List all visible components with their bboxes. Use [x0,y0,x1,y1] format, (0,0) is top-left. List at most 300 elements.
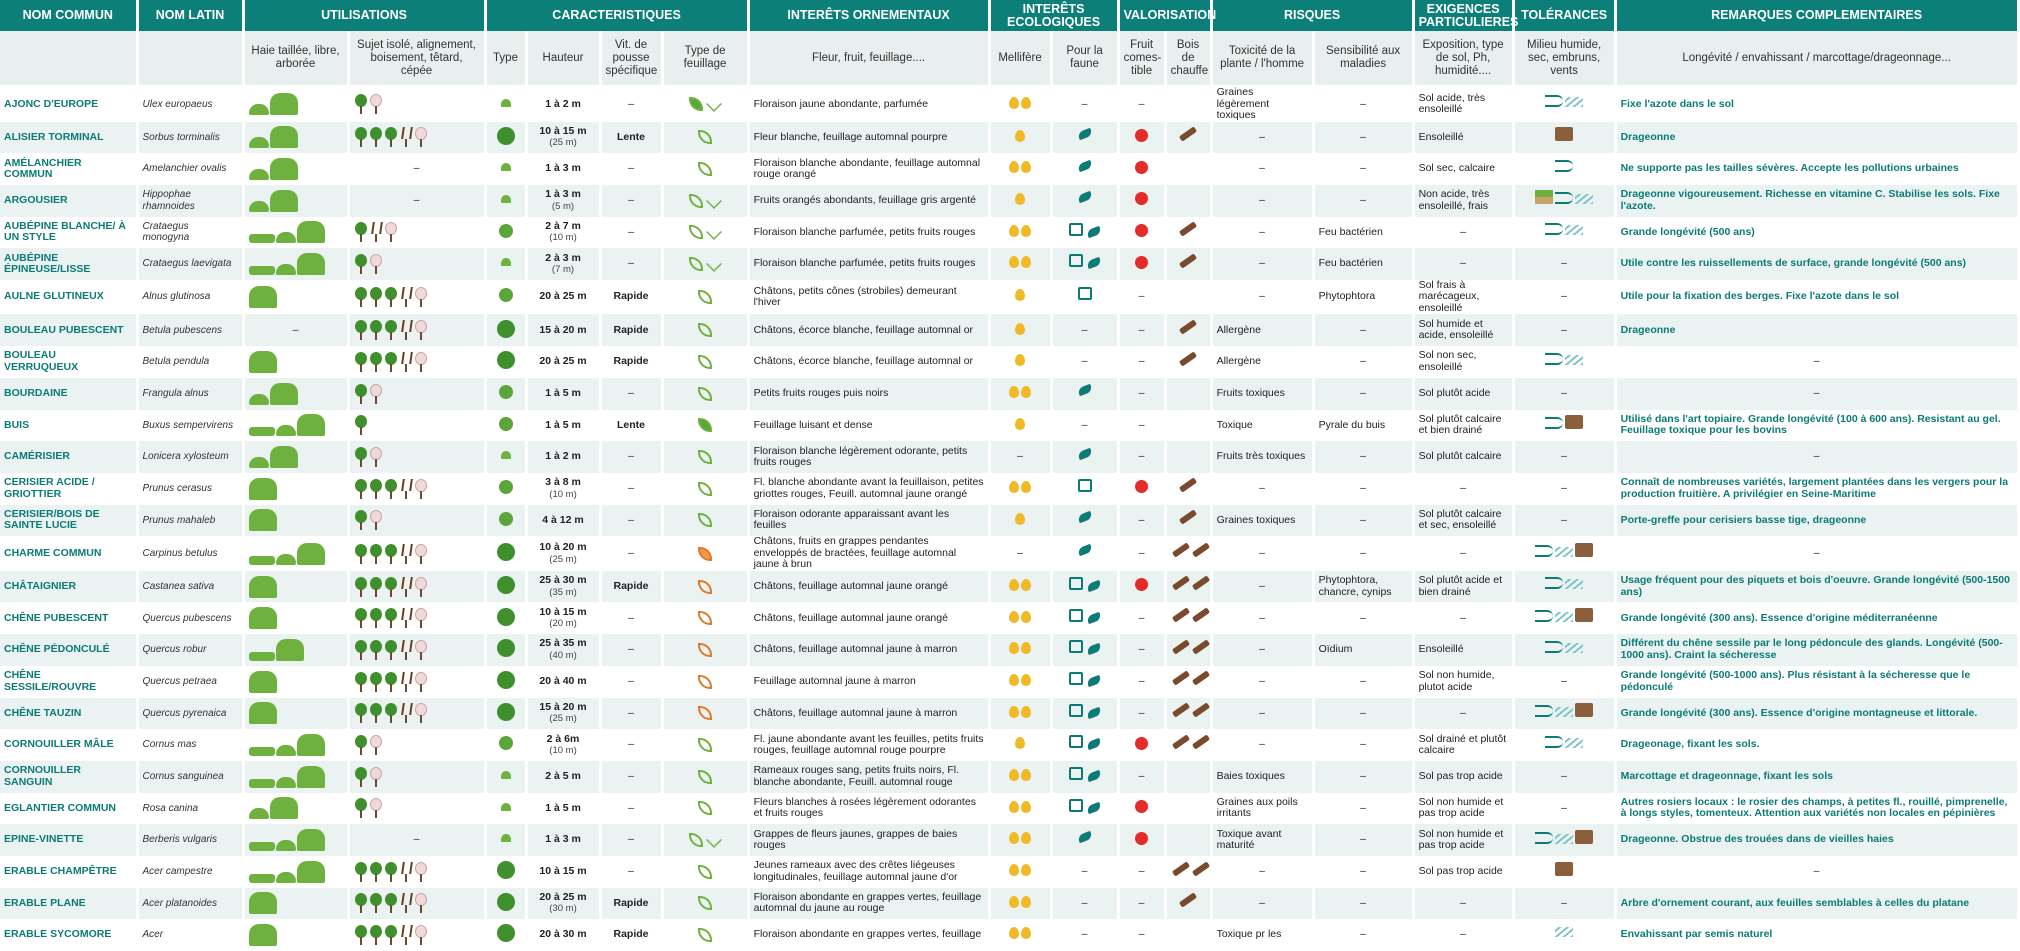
height-cell [526,280,600,315]
exposure-cell: Sol non sec, ensoleillé [1413,346,1513,378]
common-name-cell: EGLANTIER COMMUN [0,793,137,825]
table-row [0,122,2018,154]
hedge-tree-icon [270,126,298,148]
alignment-tree-icon [369,352,383,372]
firewood-cell [1165,888,1211,920]
sub-toxicite: Toxicité de la plante / l'homme [1211,31,1313,86]
hedge-use-cell [243,410,348,442]
height-cell [526,185,600,217]
type-cell [485,153,526,185]
height-max: (7 m) [551,264,575,276]
fauna-cell [1051,473,1118,505]
firewood-cell [1165,571,1211,603]
remarks-cell: Différent du chêne sessile par le long pédoncule des glands. Longévité (500-1000 ans). Craint la sécheresse [1615,634,2018,666]
shelter-icon [1069,577,1083,590]
height-cell [526,441,600,473]
toxicity-cell: – [1211,571,1313,603]
firewood-cell [1165,248,1211,280]
latin-name-cell: Sorbus torminalis [137,122,243,154]
pollard-tree-icon [399,544,413,564]
type-cell [485,473,526,505]
honey-drop-icon [1015,418,1025,430]
tolerance-cell [1513,346,1615,378]
wind-icon [1545,577,1563,589]
edible-fruit-cell [1118,571,1165,603]
latin-name-cell: Prunus mahaleb [137,505,243,537]
latin-name-cell: Quercus pubescens [137,602,243,634]
hedge-free-icon [249,808,269,819]
bird-icon [1086,643,1102,655]
toxicity-cell: – [1211,217,1313,249]
table-body [0,86,2018,951]
foliage-cell [662,698,748,730]
hedge-use-cell [243,280,348,315]
common-name-cell: AUBÉPINE ÉPINEUSE/LISSE [0,248,137,280]
firewood-cell [1165,666,1211,698]
shelter-icon [1078,479,1092,492]
exposure-cell: Sol frais à marécageux, ensoleillé [1413,280,1513,315]
sub-empty-2 [137,31,243,86]
header-exigences: EXIGENCES PARTICULIERES [1413,0,1513,31]
fauna-cell [1051,824,1118,856]
foliage-cell [662,634,748,666]
height-max: (10 m) [549,745,577,757]
height-value: 1 à 3 m [545,188,581,201]
edible-fruit-cell: – [1118,919,1165,951]
height-max: (25 m) [549,713,577,725]
alignment-tree-icon [354,510,368,530]
table-row [0,86,2018,122]
honey-drop-icon [1015,289,1025,301]
hedge-free-icon [249,457,269,468]
toxicity-cell: – [1211,698,1313,730]
fauna-cell: – [1051,888,1118,920]
hedge-use-cell [243,346,348,378]
hedge-tree-icon [270,383,298,405]
height-value: 1 à 3 m [545,162,581,175]
tolerance-cell: – [1513,505,1615,537]
common-name-cell: CHÊNE PUBESCENT [0,602,137,634]
honey-drop-icon [1021,611,1031,623]
firewood-log-icon [1179,893,1197,908]
plant-type-icon [497,351,515,369]
sub-fruit: Fruit comes-tible [1118,31,1165,86]
foliage-cell [662,441,748,473]
firewood-log-icon [1171,543,1189,558]
exposure-cell: – [1413,248,1513,280]
leaf-icon [698,580,712,594]
fauna-cell: – [1051,919,1118,951]
growth-speed-cell: Rapide [600,888,662,920]
latin-name-cell: Hippophae rhamnoides [137,185,243,217]
bird-icon [1077,191,1093,203]
leaf-icon [698,130,712,144]
type-cell [485,634,526,666]
toxicity-cell: – [1211,888,1313,920]
firewood-log-icon [1179,126,1197,141]
hedge-tree-icon [249,478,277,500]
edible-fruit-cell [1118,473,1165,505]
fauna-cell [1051,536,1118,571]
type-cell [485,571,526,603]
hedge-use-cell: – [243,314,348,346]
foliage-cell [662,86,748,122]
hedge-tree-icon [249,509,277,531]
sub-bois: Bois de chauffe [1165,31,1211,86]
hedge-tree-icon [297,414,325,436]
ornamental-cell: Floraison abondante en grappes vertes, feuillage automnal du jaune au rouge [748,888,989,920]
hedge-tree-icon [297,221,325,243]
bird-icon [1086,770,1102,782]
firewood-log-icon [1191,861,1209,876]
melliferous-cell [989,248,1051,280]
bird-icon [1086,802,1102,814]
type-cell [485,793,526,825]
table-row [0,536,2018,571]
leaf-icon [698,513,712,527]
firewood-cell [1165,761,1211,793]
shelter-icon [1078,287,1092,300]
height-value: 10 à 15 m [539,124,587,137]
toxicity-cell: Allergène [1211,314,1313,346]
foliage-cell [662,280,748,315]
disease-cell: – [1313,346,1413,378]
firewood-cell [1165,793,1211,825]
subject-use-cell [348,378,485,410]
disease-cell: – [1313,86,1413,122]
firewood-log-icon [1191,576,1209,591]
honey-drop-icon [1009,386,1019,398]
type-cell [485,536,526,571]
edible-fruit-cell: – [1118,505,1165,537]
wave-icon [1565,643,1583,653]
coppice-tree-icon [369,447,383,467]
plant-type-icon [499,480,513,494]
hedge-trimmed-icon [249,747,275,756]
isolated-tree-icon [354,352,368,372]
plant-type-icon [497,924,515,942]
subject-use-cell [348,634,485,666]
ornamental-cell: Grappes de fleurs jaunes, grappes de baies rouges [748,824,989,856]
honey-drop-icon [1021,832,1031,844]
honey-drop-icon [1015,323,1025,335]
melliferous-cell [989,346,1051,378]
table-row [0,793,2018,825]
fauna-cell [1051,378,1118,410]
firewood-cell [1165,441,1211,473]
coppice-tree-icon [414,479,428,499]
coppice-tree-icon [414,640,428,660]
woodland-tree-icon [384,608,398,628]
table-row [0,824,2018,856]
plant-type-icon [499,512,513,526]
fauna-cell: – [1051,314,1118,346]
sub-vitesse: Vit. de pousse spécifique [600,31,662,86]
toxicity-cell: Allergène [1211,346,1313,378]
tolerance-cell: – [1513,793,1615,825]
foliage-cell [662,888,748,920]
coppice-tree-icon [369,254,383,274]
honey-drop-icon [1021,481,1031,493]
melliferous-cell [989,698,1051,730]
foliage-cell [662,346,748,378]
firewood-log-icon [1191,702,1209,717]
leaf-icon [698,450,712,464]
toxicity-cell: Fruits toxiques [1211,378,1313,410]
plant-type-icon [501,258,511,266]
tolerance-cell: – [1513,314,1615,346]
honey-drop-icon [1021,642,1031,654]
growth-speed-cell: – [600,856,662,888]
hedge-use-cell [243,793,348,825]
latin-name-cell: Prunus cerasus [137,473,243,505]
hedge-tree-icon [249,892,277,914]
toxicity-cell: – [1211,729,1313,761]
alignment-tree-icon [369,703,383,723]
type-cell [485,217,526,249]
disease-cell: – [1313,122,1413,154]
header-group-row [0,0,2018,31]
growth-speed-cell: – [600,217,662,249]
foliage-cell [662,248,748,280]
table-row [0,698,2018,730]
type-cell [485,441,526,473]
tolerance-cell: – [1513,473,1615,505]
honey-drop-icon [1009,256,1019,268]
hedge-free-icon [276,232,296,243]
common-name-cell: CHARME COMMUN [0,536,137,571]
hedge-use-cell [243,856,348,888]
remarks-cell: Drageonne. Obstrue des trouées dans de vieilles haies [1615,824,2018,856]
height-value: 25 à 30 m [539,574,587,587]
leaf-icon [689,833,703,847]
tolerance-cell [1513,634,1615,666]
wind-icon [1535,610,1553,622]
firewood-cell [1165,280,1211,315]
hedge-use-cell [243,919,348,951]
growth-speed-cell: Rapide [600,919,662,951]
plant-type-icon [497,543,515,561]
tolerance-cell: – [1513,378,1615,410]
height-max: (40 m) [549,649,577,661]
leaf-icon [698,482,712,496]
isolated-tree-icon [354,577,368,597]
wave-icon [1565,225,1583,235]
alignment-tree-icon [369,479,383,499]
hedge-tree-icon [270,158,298,180]
leaf-icon [698,162,712,176]
edible-fruit-cell: – [1118,634,1165,666]
subject-use-cell [348,410,485,442]
shelter-icon [1069,704,1083,717]
hedge-use-cell [243,505,348,537]
foliage-cell [662,122,748,154]
ornamental-cell: Rameaux rouges sang, petits fruits noirs, Fl. blanche abondante, Feuill. automnal rouge [748,761,989,793]
soil-icon [1575,830,1593,844]
tolerance-cell [1513,698,1615,730]
toxicity-cell: Baies toxiques [1211,761,1313,793]
melliferous-cell [989,761,1051,793]
growth-speed-cell: – [600,761,662,793]
plant-type-icon [501,163,511,171]
height-value: 1 à 5 m [545,801,581,814]
hedge-use-cell [243,153,348,185]
subject-use-cell [348,919,485,951]
height-value: 1 à 5 m [545,386,581,399]
grass-icon [1535,190,1553,204]
pollard-tree-icon [399,320,413,340]
disease-cell: Feu bactérien [1313,217,1413,249]
alignment-tree-icon [354,735,368,755]
common-name-cell: ERABLE PLANE [0,888,137,920]
growth-speed-cell: – [600,505,662,537]
latin-name-cell: Crataegus monogyna [137,217,243,249]
remarks-cell: Fixe l'azote dans le sol [1615,86,2018,122]
coppice-tree-icon [414,544,428,564]
disease-cell: – [1313,153,1413,185]
ornamental-cell: Châtons, feuillage automnal jaune orangé [748,602,989,634]
height-cell [526,153,600,185]
remarks-cell: Marcottage et drageonnage, fixant les sols [1615,761,2018,793]
table-row [0,441,2018,473]
header-interets-ecologiques: INTERÊTS ECOLOGIQUES [989,0,1118,31]
plant-type-icon [497,608,515,626]
growth-speed-cell: – [600,634,662,666]
table-row [0,602,2018,634]
alignment-tree-icon [369,862,383,882]
type-cell [485,410,526,442]
foliage-cell [662,729,748,761]
pollard-tree-icon [399,352,413,372]
honey-drop-icon [1009,674,1019,686]
hedge-use-cell [243,666,348,698]
firewood-cell [1165,698,1211,730]
type-cell [485,856,526,888]
plant-type-icon [501,834,511,842]
coppice-tree-icon [414,352,428,372]
edible-fruit-cell [1118,793,1165,825]
hedge-use-cell [243,122,348,154]
fauna-cell [1051,505,1118,537]
common-name-cell: ERABLE CHAMPÊTRE [0,856,137,888]
honey-drop-icon [1021,896,1031,908]
leaf-icon [698,675,712,689]
leaf-icon [698,738,712,752]
remarks-cell: – [1615,441,2018,473]
honey-drop-icon [1009,896,1019,908]
isolated-tree-icon [354,415,368,435]
hedge-use-cell [243,248,348,280]
ornamental-cell: Floraison blanche parfumée, petits fruits rouges [748,217,989,249]
fauna-cell [1051,571,1118,603]
hedge-use-cell [243,378,348,410]
tolerance-cell [1513,536,1615,571]
ornamental-cell: Floraison blanche parfumée, petits fruits rouges [748,248,989,280]
honey-drop-icon [1021,674,1031,686]
height-value: 4 à 12 m [542,513,584,526]
melliferous-cell [989,473,1051,505]
disease-cell: – [1313,536,1413,571]
firewood-cell [1165,314,1211,346]
exposure-cell: Sol plutôt acide [1413,378,1513,410]
subject-use-cell [348,536,485,571]
ornamental-cell: Floraison abondante en grappes vertes, feuillage [748,919,989,951]
exposure-cell: Sol plutôt calcaire et sec, ensoleillé [1413,505,1513,537]
fauna-cell [1051,698,1118,730]
coppice-tree-icon [369,735,383,755]
remarks-cell: – [1615,346,2018,378]
disease-cell: – [1313,378,1413,410]
exposure-cell: Sol plutôt calcaire et bien drainé [1413,410,1513,442]
plant-type-icon [499,736,513,750]
ornamental-cell: Fl. jaune abondante avant les feuilles, petits fruits rouges, feuillage automnal rouge pourpre [748,729,989,761]
subject-use-cell [348,86,485,122]
hedge-tree-icon [249,924,277,946]
firewood-log-icon [1171,861,1189,876]
edible-fruit-cell: – [1118,666,1165,698]
honey-drop-icon [1021,864,1031,876]
table-row [0,919,2018,951]
sub-feuillage: Type de feuillage [662,31,748,86]
type-cell [485,280,526,315]
height-cell [526,761,600,793]
leaf-icon [698,290,712,304]
common-name-cell: AUBÉPINE BLANCHE/ À UN STYLE [0,217,137,249]
header-utilisations: UTILISATIONS [243,0,485,31]
foliage-cell [662,153,748,185]
latin-name-cell: Quercus petraea [137,666,243,698]
height-max: (30 m) [549,903,577,915]
latin-name-cell: Cornus mas [137,729,243,761]
height-value: 2 à 7 m [545,219,581,232]
woodland-tree-icon [384,577,398,597]
fauna-cell [1051,441,1118,473]
tolerance-cell [1513,856,1615,888]
hedge-tree-icon [270,93,298,115]
wind-icon [1535,832,1553,844]
firewood-cell [1165,346,1211,378]
fruit-icon [1135,578,1148,591]
table-row [0,505,2018,537]
melliferous-cell [989,185,1051,217]
growth-speed-cell: – [600,602,662,634]
exposure-cell: Sol acide, très ensoleillé [1413,86,1513,122]
subject-use-cell: – [348,824,485,856]
melliferous-cell [989,571,1051,603]
hedge-free-icon [276,264,296,275]
soil-icon [1565,415,1583,429]
height-value: 20 à 25 m [539,290,587,303]
height-value: 20 à 25 m [539,890,587,903]
fruit-icon [1135,224,1148,237]
firewood-log-icon [1179,510,1197,525]
height-cell [526,729,600,761]
isolated-tree-icon [354,703,368,723]
alignment-tree-icon [369,640,383,660]
exposure-cell: – [1413,919,1513,951]
bird-icon [1086,706,1102,718]
alignment-tree-icon [354,94,368,114]
wave-icon [1565,97,1583,107]
subject-use-cell [348,888,485,920]
hedge-tree-icon [297,861,325,883]
exposure-cell: Sol pas trop acide [1413,761,1513,793]
melliferous-cell [989,919,1051,951]
table-row [0,571,2018,603]
sub-ornement: Fleur, fruit, feuillage.... [748,31,989,86]
woodland-tree-icon [384,544,398,564]
remarks-cell: Grande longévité (500-1000 ans). Plus résistant à la sécheresse que le pédonculé [1615,666,2018,698]
